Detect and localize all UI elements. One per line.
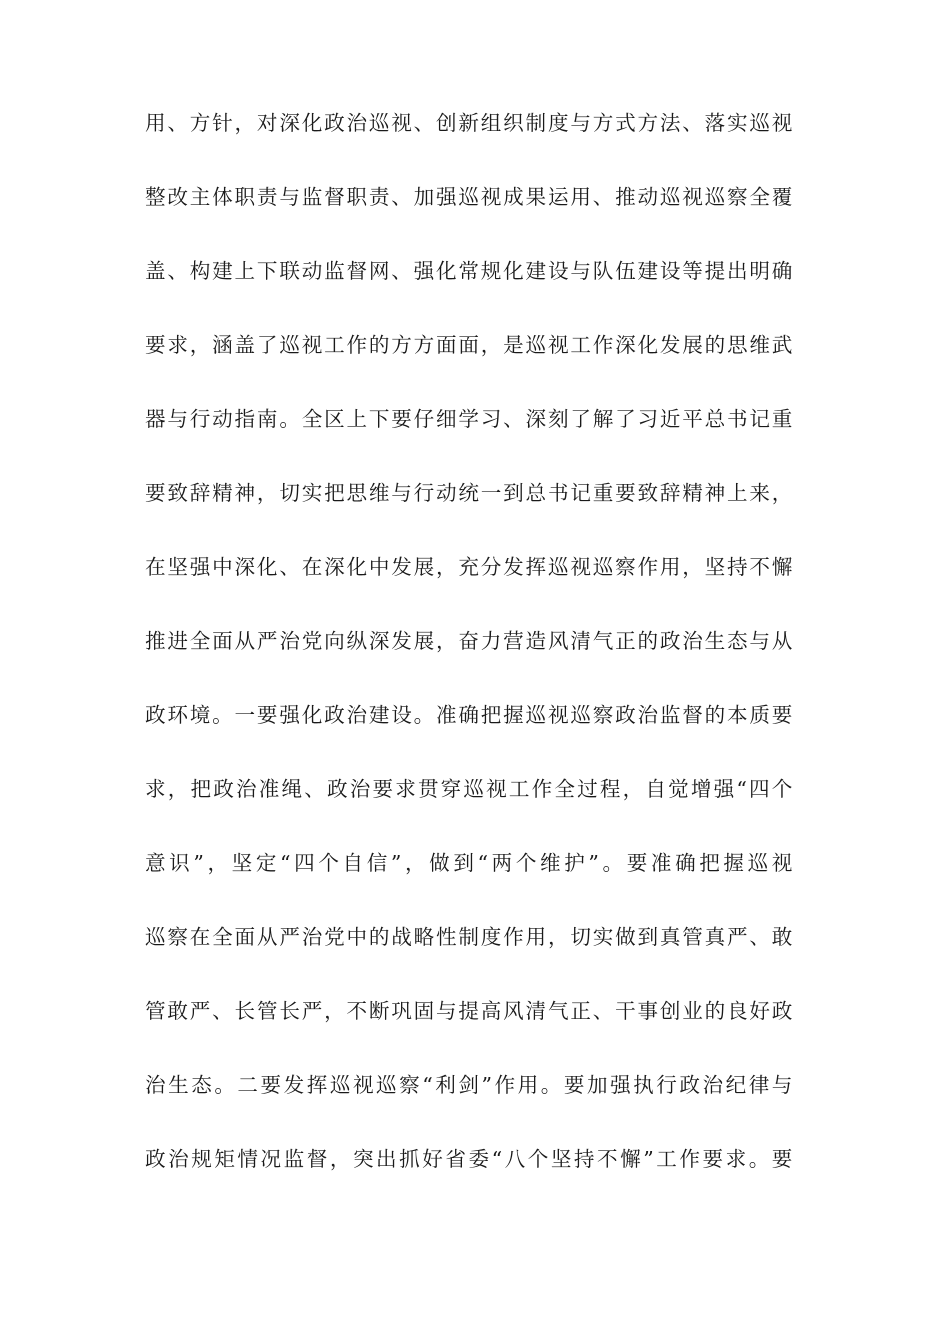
text-line: 盖、构建上下联动监督网、强化常规化建设与队伍建设等提出明确	[145, 259, 793, 283]
body-text	[145, 105, 805, 1215]
text-line: 治生态。二要发挥巡视巡察“利剑”作用。要加强执行政治纪律与	[145, 1073, 793, 1097]
text-line: 政治规矩情况监督，突出抓好省委“八个坚持不懈”工作要求。要	[145, 1147, 793, 1171]
text-line: 求，把政治准绳、政治要求贯穿巡视工作全过程，自觉增强“四个	[145, 777, 793, 801]
text-line: 要致辞精神，切实把思维与行动统一到总书记重要致辞精神上来，	[145, 481, 793, 505]
text-line: 整改主体职责与监督职责、加强巡视成果运用、推动巡视巡察全覆	[145, 185, 793, 209]
text-line: 意识”，坚定“四个自信”，做到“两个维护”。要准确把握巡视	[145, 851, 793, 875]
text-line: 器与行动指南。全区上下要仔细学习、深刻了解了习近平总书记重	[145, 407, 793, 431]
text-line: 巡察在全面从严治党中的战略性制度作用，切实做到真管真严、敢	[145, 925, 793, 949]
text-line: 要求，涵盖了巡视工作的方方面面，是巡视工作深化发展的思维武	[145, 333, 793, 357]
text-line: 推进全面从严治党向纵深发展，奋力营造风清气正的政治生态与从	[145, 629, 793, 653]
text-line: 在坚强中深化、在深化中发展，充分发挥巡视巡察作用，坚持不懈	[145, 555, 793, 579]
text-line: 用、方针，对深化政治巡视、创新组织制度与方式方法、落实巡视	[145, 111, 793, 135]
text-line: 政环境。一要强化政治建设。准确把握巡视巡察政治监督的本质要	[145, 703, 793, 727]
text-line: 管敢严、长管长严，不断巩固与提高风清气正、干事创业的良好政	[145, 999, 793, 1023]
